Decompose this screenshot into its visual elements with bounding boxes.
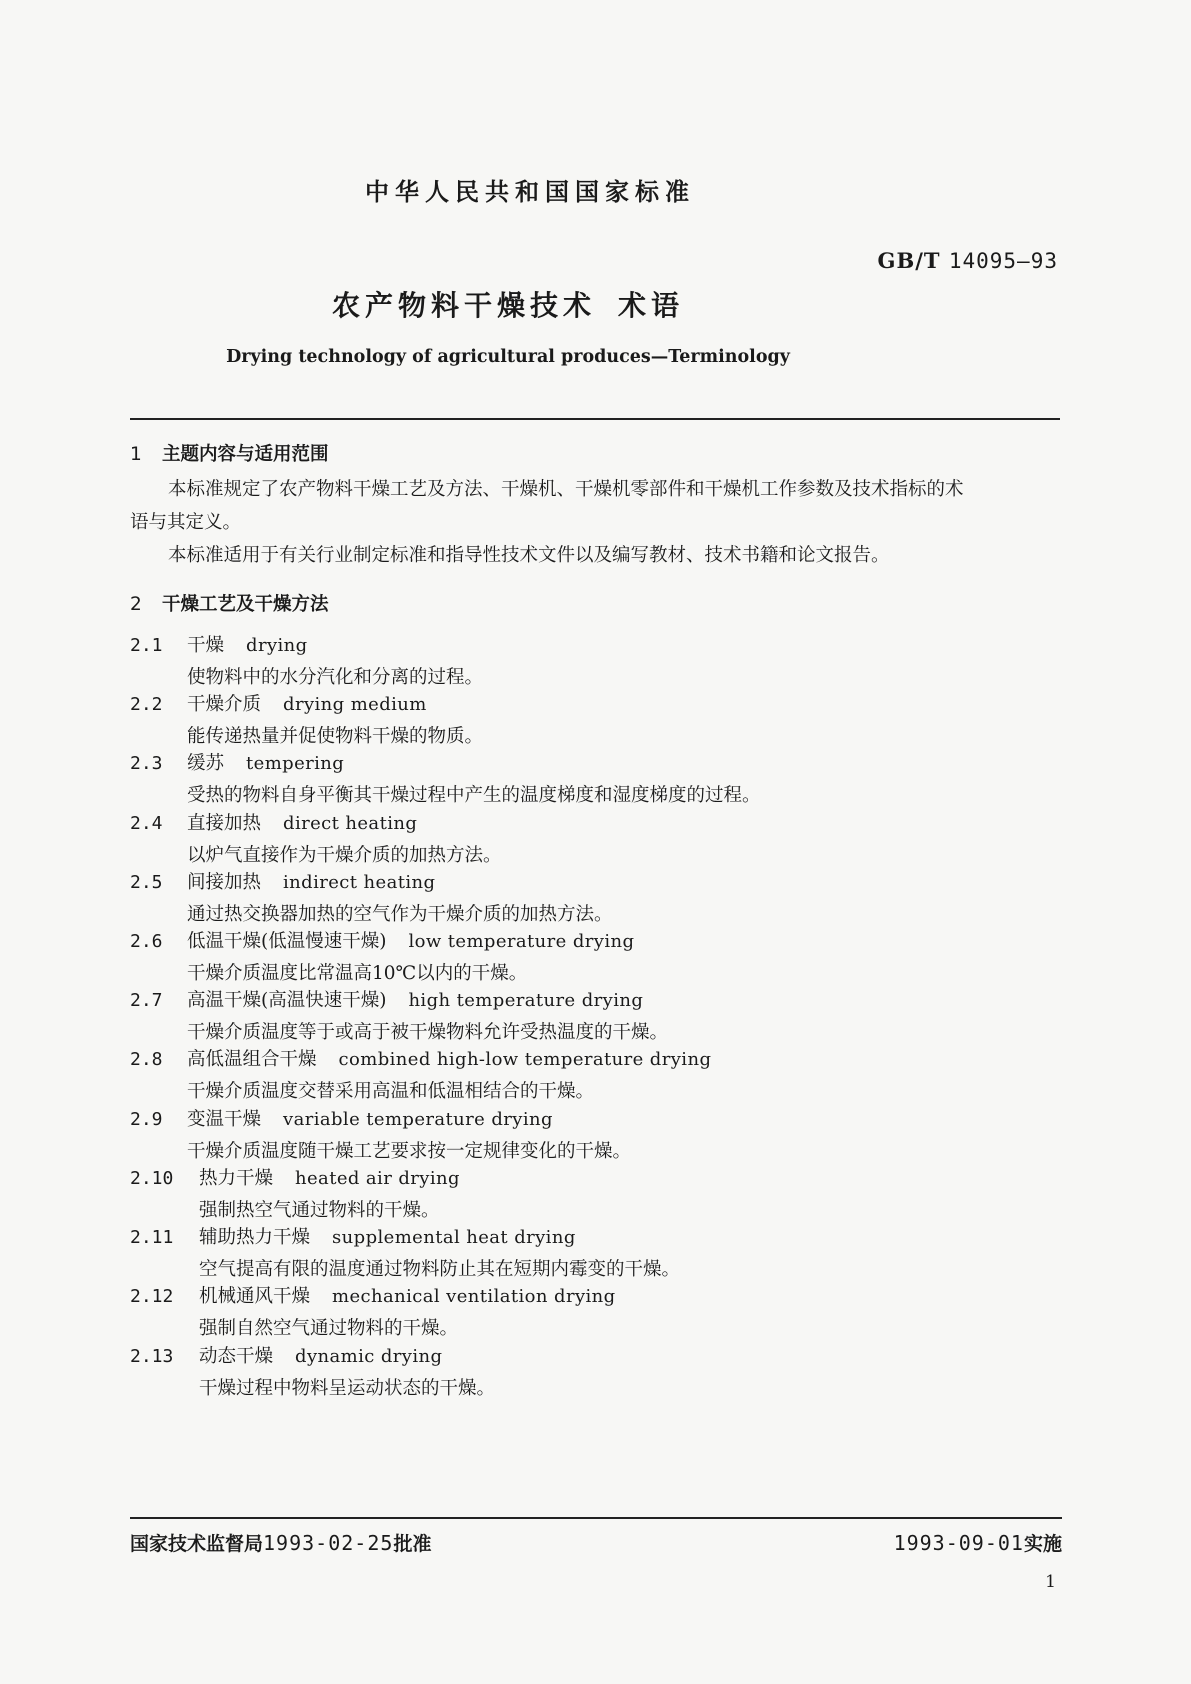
term-number: 2.7	[130, 990, 163, 1011]
section-1-heading	[130, 440, 329, 466]
term-definition: 干燥过程中物料呈运动状态的干燥。	[199, 1378, 496, 1399]
term-definition: 能传递热量并促使物料干燥的物质。	[187, 726, 484, 747]
page-number: 1	[1045, 1572, 1056, 1592]
term-entry	[130, 1222, 1060, 1286]
section-1-title: 主题内容与适用范围	[162, 444, 329, 465]
term-english: variable temperature drying	[283, 1109, 553, 1130]
term-english: drying	[246, 635, 308, 656]
section-1-number: 1	[130, 444, 142, 465]
term-definition: 使物料中的水分汽化和分离的过程。	[187, 667, 484, 688]
term-chinese: 动态干燥	[199, 1346, 274, 1367]
effective-line	[894, 1529, 1062, 1556]
term-definition: 空气提高有限的温度通过物料防止其在短期内霉变的干燥。	[199, 1259, 681, 1280]
term-entry	[130, 748, 1060, 812]
standard-code-number: 14095—93	[948, 249, 1058, 273]
term-definition: 强制自然空气通过物料的干燥。	[199, 1318, 459, 1339]
english-title: Drying technology of agricultural produces—Terminology	[226, 347, 790, 367]
para-1-line-2: 语与其定义。	[130, 512, 242, 533]
term-entry	[130, 1341, 1060, 1405]
para-2-text: 本标准适用于有关行业制定标准和指导性技术文件以及编写教材、技术书籍和论文报告。	[168, 545, 890, 566]
term-entry	[130, 985, 1060, 1049]
term-chinese: 变温干燥	[187, 1109, 262, 1130]
title-term: 术语	[618, 289, 685, 322]
term-chinese: 直接加热	[187, 813, 262, 834]
term-english: dynamic drying	[295, 1346, 443, 1367]
term-chinese: 高温干燥(高温快速干燥)	[187, 990, 387, 1011]
approval-line	[130, 1529, 431, 1556]
standard-code	[878, 248, 1058, 273]
term-entry	[130, 1104, 1060, 1168]
term-number: 2.13	[130, 1346, 174, 1367]
term-definition: 受热的物料自身平衡其干燥过程中产生的温度梯度和湿度梯度的过程。	[187, 785, 761, 806]
term-number: 2.11	[130, 1227, 174, 1248]
section-1-paragraph-1	[130, 473, 1060, 539]
term-number: 2.5	[130, 872, 163, 893]
term-number: 2.1	[130, 635, 163, 656]
term-number: 2.6	[130, 931, 163, 952]
term-chinese: 干燥	[187, 635, 225, 656]
term-number: 2.10	[130, 1168, 174, 1189]
term-definition: 干燥介质温度随干燥工艺要求按一定规律变化的干燥。	[187, 1141, 632, 1162]
term-english: mechanical ventilation drying	[332, 1286, 616, 1307]
approval-date: 1993-02-25	[263, 1531, 394, 1555]
term-entry	[130, 867, 1060, 931]
term-chinese: 缓苏	[187, 753, 225, 774]
term-definition: 干燥介质温度等于或高于被干燥物料允许受热温度的干燥。	[187, 1022, 669, 1043]
term-entry	[130, 630, 1060, 694]
section-2-heading	[130, 590, 329, 616]
term-definition: 强制热空气通过物料的干燥。	[199, 1200, 440, 1221]
title-main: 农产物料干燥技术	[331, 289, 596, 322]
term-number: 2.3	[130, 753, 163, 774]
effective-suffix: 实施	[1023, 1533, 1062, 1555]
section-1-paragraph-2	[130, 539, 1060, 572]
term-entry	[130, 808, 1060, 872]
standard-type: 中华人民共和国国家标准	[365, 178, 695, 206]
section-2-number: 2	[130, 594, 142, 615]
term-chinese: 高低温组合干燥	[187, 1049, 317, 1070]
document-title	[0, 284, 1016, 324]
approver: 国家技术监督局	[130, 1533, 264, 1555]
term-entry	[130, 1163, 1060, 1227]
term-english: indirect heating	[283, 872, 436, 893]
term-definition: 干燥介质温度交替采用高温和低温相结合的干燥。	[187, 1081, 595, 1102]
term-number: 2.2	[130, 694, 163, 715]
term-definition: 以炉气直接作为干燥介质的加热方法。	[187, 845, 502, 866]
term-english: high temperature drying	[408, 990, 644, 1011]
term-chinese: 热力干燥	[199, 1168, 274, 1189]
term-chinese: 干燥介质	[187, 694, 262, 715]
term-entry	[130, 1281, 1060, 1345]
term-english: drying medium	[283, 694, 427, 715]
term-english: tempering	[246, 753, 345, 774]
term-chinese: 低温干燥(低温慢速干燥)	[187, 931, 387, 952]
term-chinese: 辅助热力干燥	[199, 1227, 311, 1248]
term-entry	[130, 926, 1060, 990]
para-1-line-1: 本标准规定了农产物料干燥工艺及方法、干燥机、干燥机零部件和干燥机工作参数及技术指标的术	[168, 479, 964, 500]
term-english: direct heating	[283, 813, 418, 834]
standard-code-prefix: GB/T	[877, 248, 941, 273]
term-english: low temperature drying	[408, 931, 635, 952]
footer-divider	[130, 1517, 1062, 1519]
term-english: combined high-low temperature drying	[338, 1049, 712, 1070]
term-chinese: 机械通风干燥	[199, 1286, 311, 1307]
term-number: 2.8	[130, 1049, 163, 1070]
approval-suffix: 批准	[393, 1533, 432, 1555]
term-definition: 通过热交换器加热的空气作为干燥介质的加热方法。	[187, 904, 613, 925]
term-english: heated air drying	[295, 1168, 460, 1189]
term-english: supplemental heat drying	[332, 1227, 576, 1248]
term-chinese: 间接加热	[187, 872, 262, 893]
section-2-title: 干燥工艺及干燥方法	[162, 594, 329, 615]
term-number: 2.12	[130, 1286, 174, 1307]
header-divider	[130, 418, 1060, 420]
term-number: 2.4	[130, 813, 163, 834]
term-entry	[130, 1044, 1060, 1108]
term-entry	[130, 689, 1060, 753]
term-definition: 干燥介质温度比常温高10℃以内的干燥。	[187, 963, 528, 984]
effective-date: 1993-09-01	[893, 1531, 1024, 1555]
term-number: 2.9	[130, 1109, 163, 1130]
